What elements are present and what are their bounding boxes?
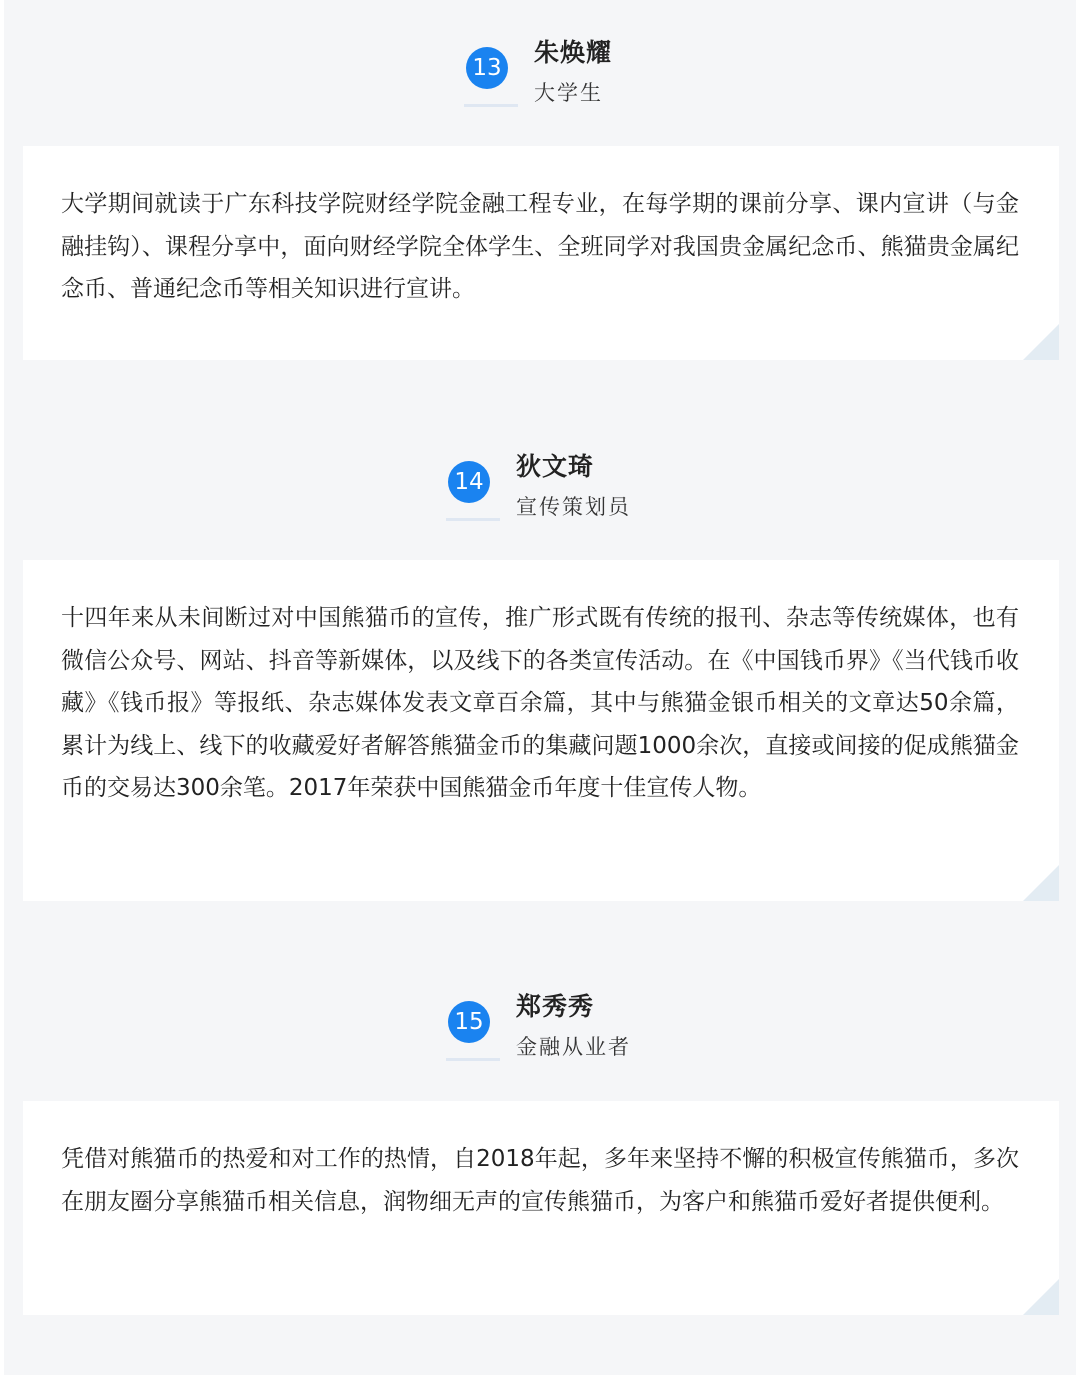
profile-description: 十四年来从未间断过对中国熊猫币的宣传，推广形式既有传统的报刊、杂志等传统媒体，也有微信公众号、网站、抖音等新媒体，以及线下的各类宣传活动。在《中国钱币界》《当代钱币收藏》《钱币报》等报纸、杂志媒体发表文章百余篇，其中与熊猫金银币相关的文章达50余篇，累计为线上、线下的收藏爱好者解答熊猫金币的集藏问题1000余次，直接或间接的促成熊猫金币的交易达300余笔。2017年荣获中国熊猫金币年度十佳宣传人物。 xyxy=(61,605,1019,801)
corner-fold-decoration xyxy=(1023,324,1059,360)
profile-description: 大学期间就读于广东科技学院财经学院金融工程专业，在每学期的课前分享、课内宣讲（与金融挂钩）、课程分享中，面向财经学院全体学生、全班同学对我国贵金属纪念币、熊猫贵金属纪念币、普通纪念币等相关知识进行宣讲。 xyxy=(61,191,1019,302)
badge-underline xyxy=(446,1058,500,1061)
profile-role: 大学生 xyxy=(534,81,603,105)
badge-underline xyxy=(464,104,518,107)
number-badge: 15 xyxy=(448,1001,490,1043)
profiles-page xyxy=(4,0,1076,1375)
profile-name: 朱焕耀 xyxy=(534,38,613,67)
profile-card xyxy=(23,146,1059,360)
profile-name: 郑秀秀 xyxy=(516,992,595,1021)
profile-role: 宣传策划员 xyxy=(516,495,631,519)
profile-card xyxy=(23,560,1059,901)
number-badge: 13 xyxy=(466,47,508,89)
profile-name: 狄文琦 xyxy=(516,452,595,481)
profile-role: 金融从业者 xyxy=(516,1035,631,1059)
corner-fold-decoration xyxy=(1023,865,1059,901)
number-badge: 14 xyxy=(448,461,490,503)
corner-fold-decoration xyxy=(1023,1279,1059,1315)
profile-card xyxy=(23,1101,1059,1315)
profile-description: 凭借对熊猫币的热爱和对工作的热情，自2018年起，多年来坚持不懈的积极宣传熊猫币，多次在朋友圈分享熊猫币相关信息，润物细无声的宣传熊猫币，为客户和熊猫币爱好者提供便利。 xyxy=(61,1146,1019,1215)
badge-underline xyxy=(446,518,500,521)
